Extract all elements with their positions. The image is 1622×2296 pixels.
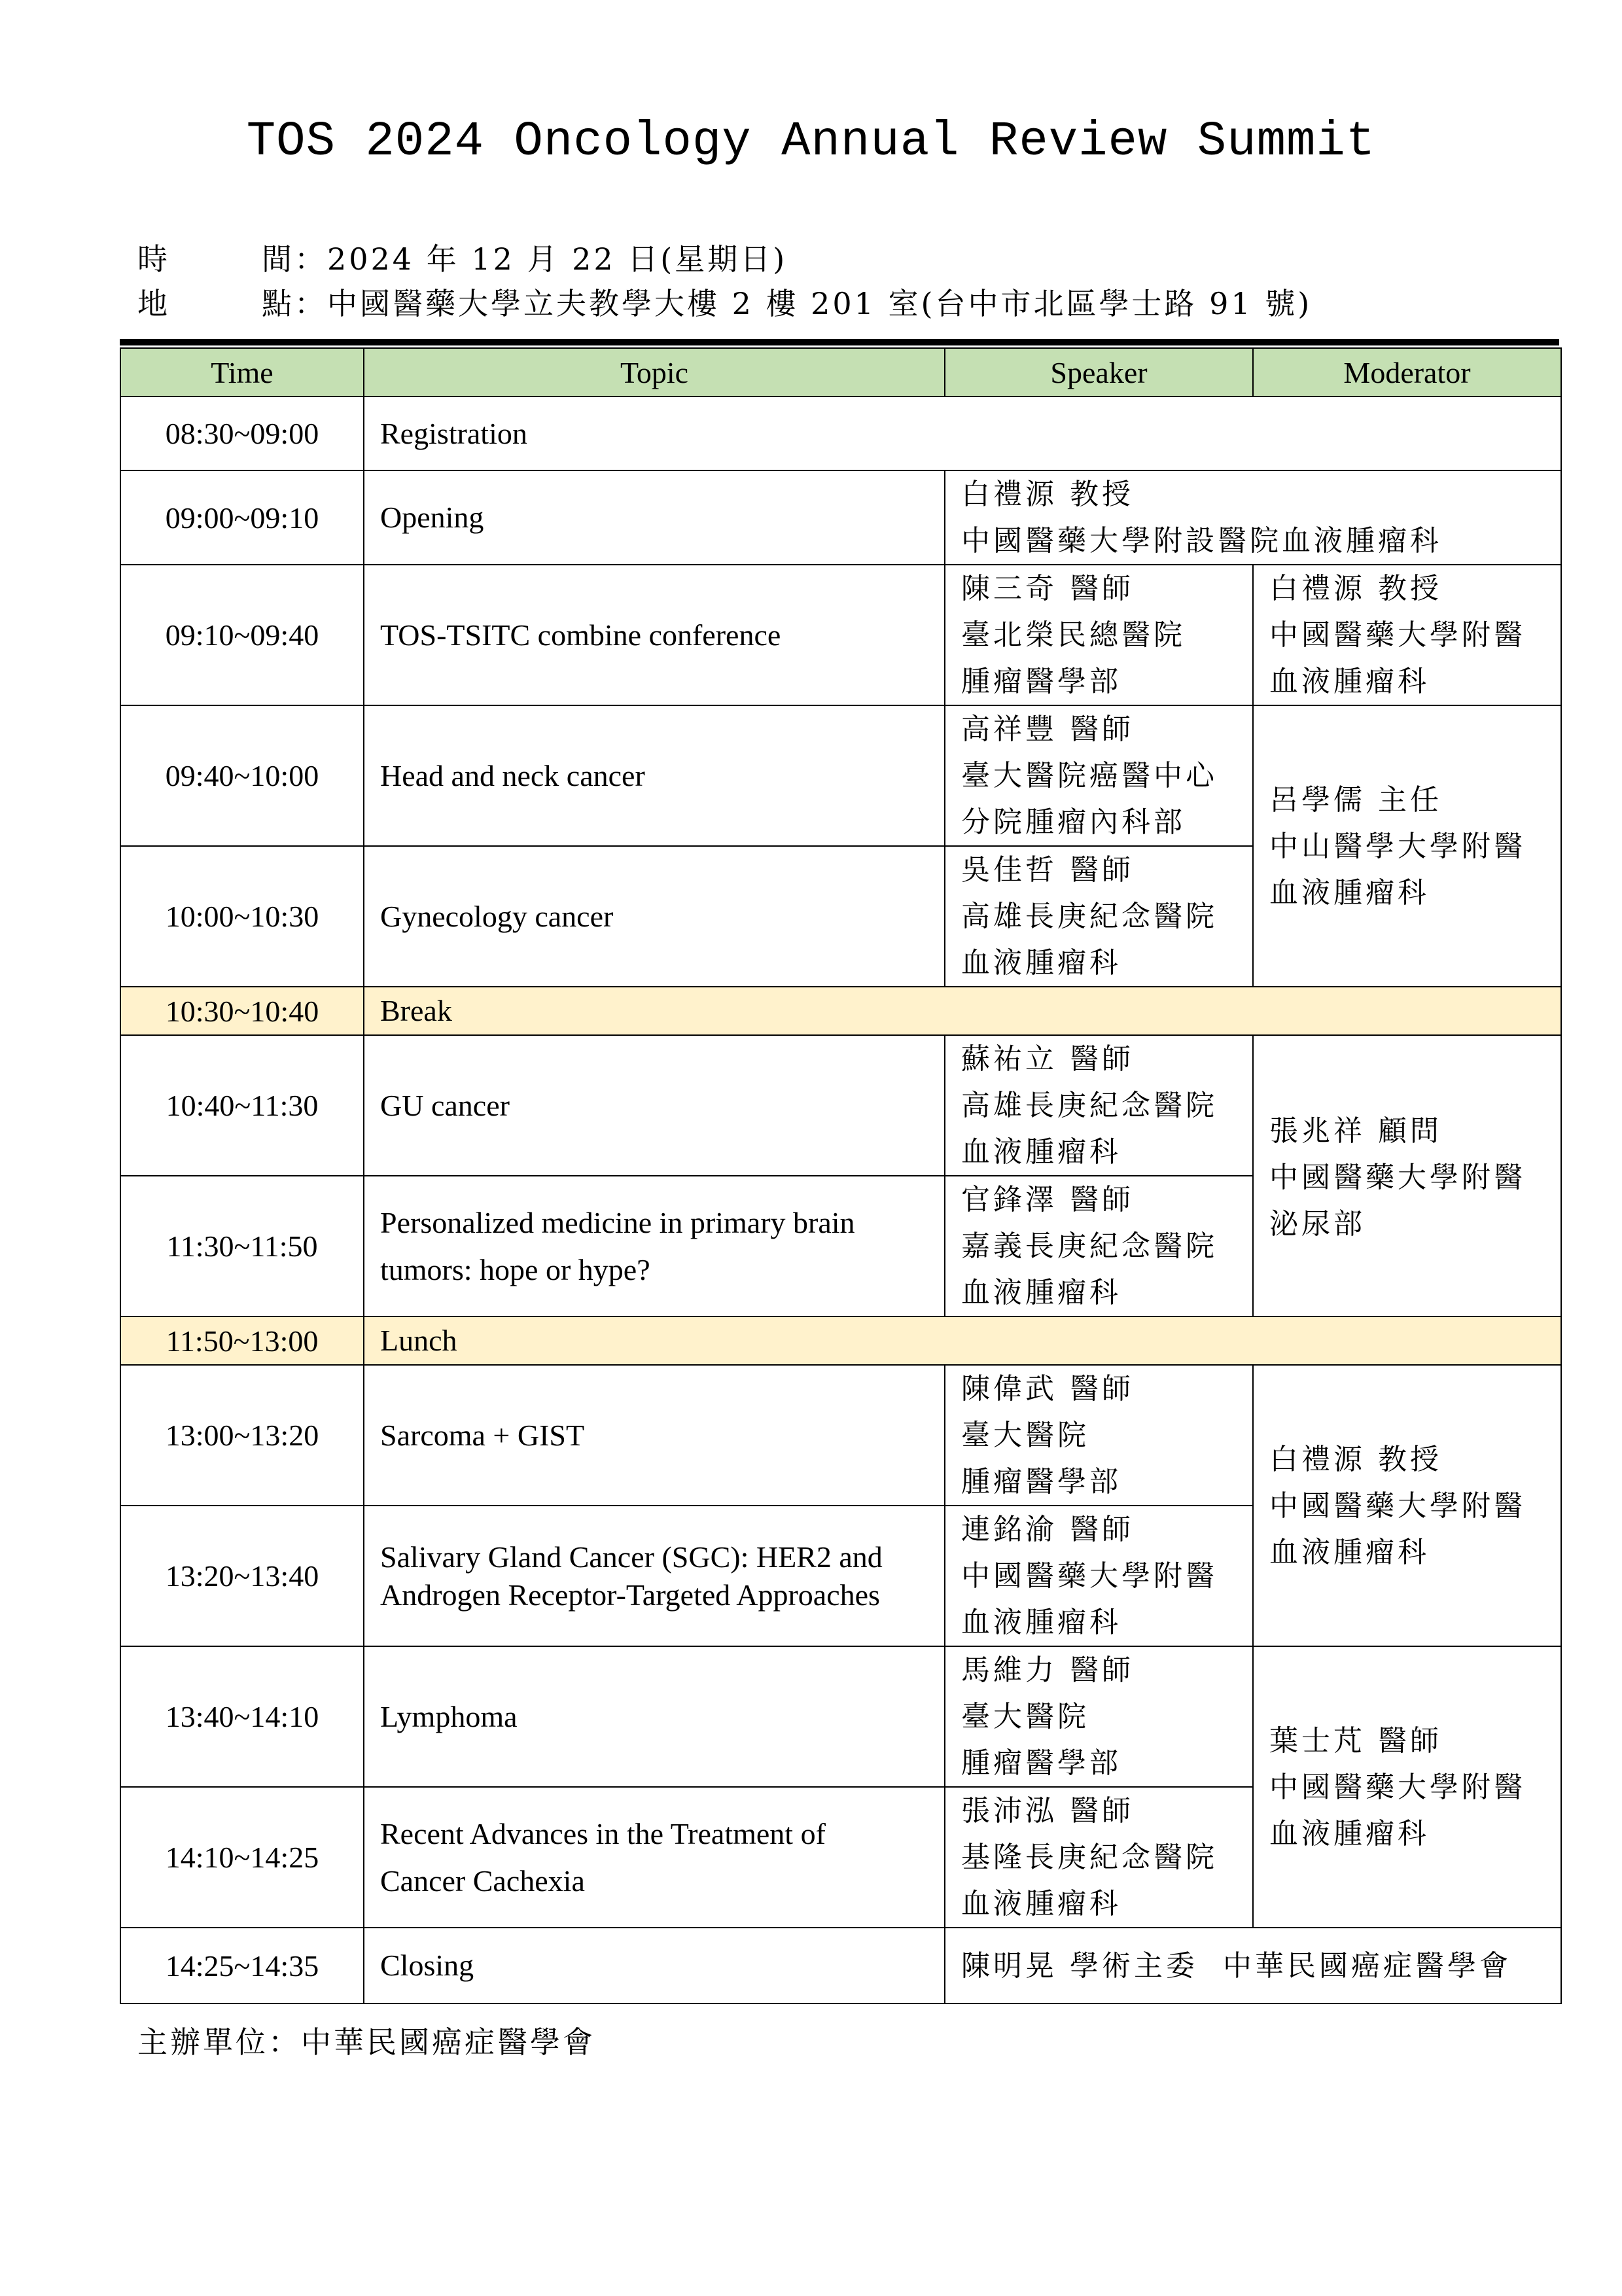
time-cell: 10:40~11:30 <box>120 1035 364 1176</box>
topic-cell: Registration <box>364 397 1561 470</box>
speaker-cell: 陳偉武 醫師 臺大醫院 腫瘤醫學部 <box>945 1365 1253 1506</box>
time-cell: 08:30~09:00 <box>120 397 364 470</box>
topic-cell: Opening <box>364 470 945 565</box>
time-cell: 13:00~13:20 <box>120 1365 364 1506</box>
time-cell: 10:30~10:40 <box>120 987 364 1035</box>
header-time: Time <box>120 348 364 397</box>
speaker-cell: 陳三奇 醫師 臺北榮民總醫院 腫瘤醫學部 <box>945 565 1253 705</box>
table-row <box>120 1035 1561 1176</box>
table-row <box>120 1646 1561 1787</box>
time-cell: 14:10~14:25 <box>120 1787 364 1928</box>
topic-cell: Personalized medicine in primary brain tumors: hope or hype? <box>364 1176 945 1316</box>
speaker-cell: 馬維力 醫師 臺大醫院 腫瘤醫學部 <box>945 1646 1253 1787</box>
table-header-row <box>120 348 1561 397</box>
time-cell: 11:50~13:00 <box>120 1316 364 1365</box>
table-row <box>120 705 1561 846</box>
topic-cell: Closing <box>364 1928 945 2004</box>
moderator-cell: 張兆祥 顧問 中國醫藥大學附醫 泌尿部 <box>1253 1035 1561 1316</box>
topic-cell: TOS-TSITC combine conference <box>364 565 945 705</box>
topic-cell: Gynecology cancer <box>364 846 945 987</box>
topic-cell: GU cancer <box>364 1035 945 1176</box>
table-row <box>120 987 1561 1035</box>
topic-cell: Recent Advances in the Treatment of Cancer Cachexia <box>364 1787 945 1928</box>
agenda-table <box>120 347 1562 2004</box>
event-date: 時 間：2024 年 12 月 22 日(星期日) <box>137 241 788 277</box>
table-row <box>120 1928 1561 2004</box>
time-cell: 11:30~11:50 <box>120 1176 364 1316</box>
speaker-cell: 白禮源 教授 中國醫藥大學附設醫院血液腫瘤科 <box>945 470 1561 565</box>
page-title: TOS 2024 Oncology Annual Review Summit <box>246 115 1376 169</box>
moderator-cell: 白禮源 教授 中國醫藥大學附醫 血液腫瘤科 <box>1253 1365 1561 1646</box>
speaker-cell: 張沛泓 醫師 基隆長庚紀念醫院 血液腫瘤科 <box>945 1787 1253 1928</box>
organizer: 主辦單位：中華民國癌症醫學會 <box>137 2024 595 2060</box>
table-row <box>120 470 1561 565</box>
speaker-cell: 蘇祐立 醫師 高雄長庚紀念醫院 血液腫瘤科 <box>945 1035 1253 1176</box>
topic-cell: Lymphoma <box>364 1646 945 1787</box>
header-moderator: Moderator <box>1253 348 1561 397</box>
time-cell: 13:40~14:10 <box>120 1646 364 1787</box>
time-cell: 09:00~09:10 <box>120 470 364 565</box>
speaker-cell: 高祥豐 醫師 臺大醫院癌醫中心 分院腫瘤內科部 <box>945 705 1253 846</box>
table-row <box>120 1316 1561 1365</box>
time-cell: 09:40~10:00 <box>120 705 364 846</box>
time-cell: 09:10~09:40 <box>120 565 364 705</box>
event-location: 地 點：中國醫藥大學立夫教學大樓 2 樓 201 室(台中市北區學士路 91 號) <box>137 286 1313 321</box>
topic-cell: Head and neck cancer <box>364 705 945 846</box>
topic-cell: Lunch <box>364 1316 1561 1365</box>
speaker-cell: 官鋒澤 醫師 嘉義長庚紀念醫院 血液腫瘤科 <box>945 1176 1253 1316</box>
time-cell: 14:25~14:35 <box>120 1928 364 2004</box>
table-row <box>120 565 1561 705</box>
time-cell: 10:00~10:30 <box>120 846 364 987</box>
moderator-cell: 葉士芃 醫師 中國醫藥大學附醫 血液腫瘤科 <box>1253 1646 1561 1928</box>
speaker-cell: 吳佳哲 醫師 高雄長庚紀念醫院 血液腫瘤科 <box>945 846 1253 987</box>
table-top-rule <box>120 339 1559 345</box>
topic-cell: Salivary Gland Cancer (SGC): HER2 and Androgen Receptor-Targeted Approaches <box>364 1506 945 1646</box>
header-speaker: Speaker <box>945 348 1253 397</box>
table-row <box>120 1365 1561 1506</box>
topic-cell: Break <box>364 987 1561 1035</box>
speaker-cell: 連銘渝 醫師 中國醫藥大學附醫 血液腫瘤科 <box>945 1506 1253 1646</box>
topic-cell: Sarcoma + GIST <box>364 1365 945 1506</box>
time-cell: 13:20~13:40 <box>120 1506 364 1646</box>
moderator-cell: 呂學儒 主任 中山醫學大學附醫 血液腫瘤科 <box>1253 705 1561 987</box>
header-topic: Topic <box>364 348 945 397</box>
moderator-cell: 白禮源 教授 中國醫藥大學附醫 血液腫瘤科 <box>1253 565 1561 705</box>
speaker-cell: 陳明晃 學術主委 中華民國癌症醫學會 <box>945 1928 1561 2004</box>
table-row <box>120 397 1561 470</box>
